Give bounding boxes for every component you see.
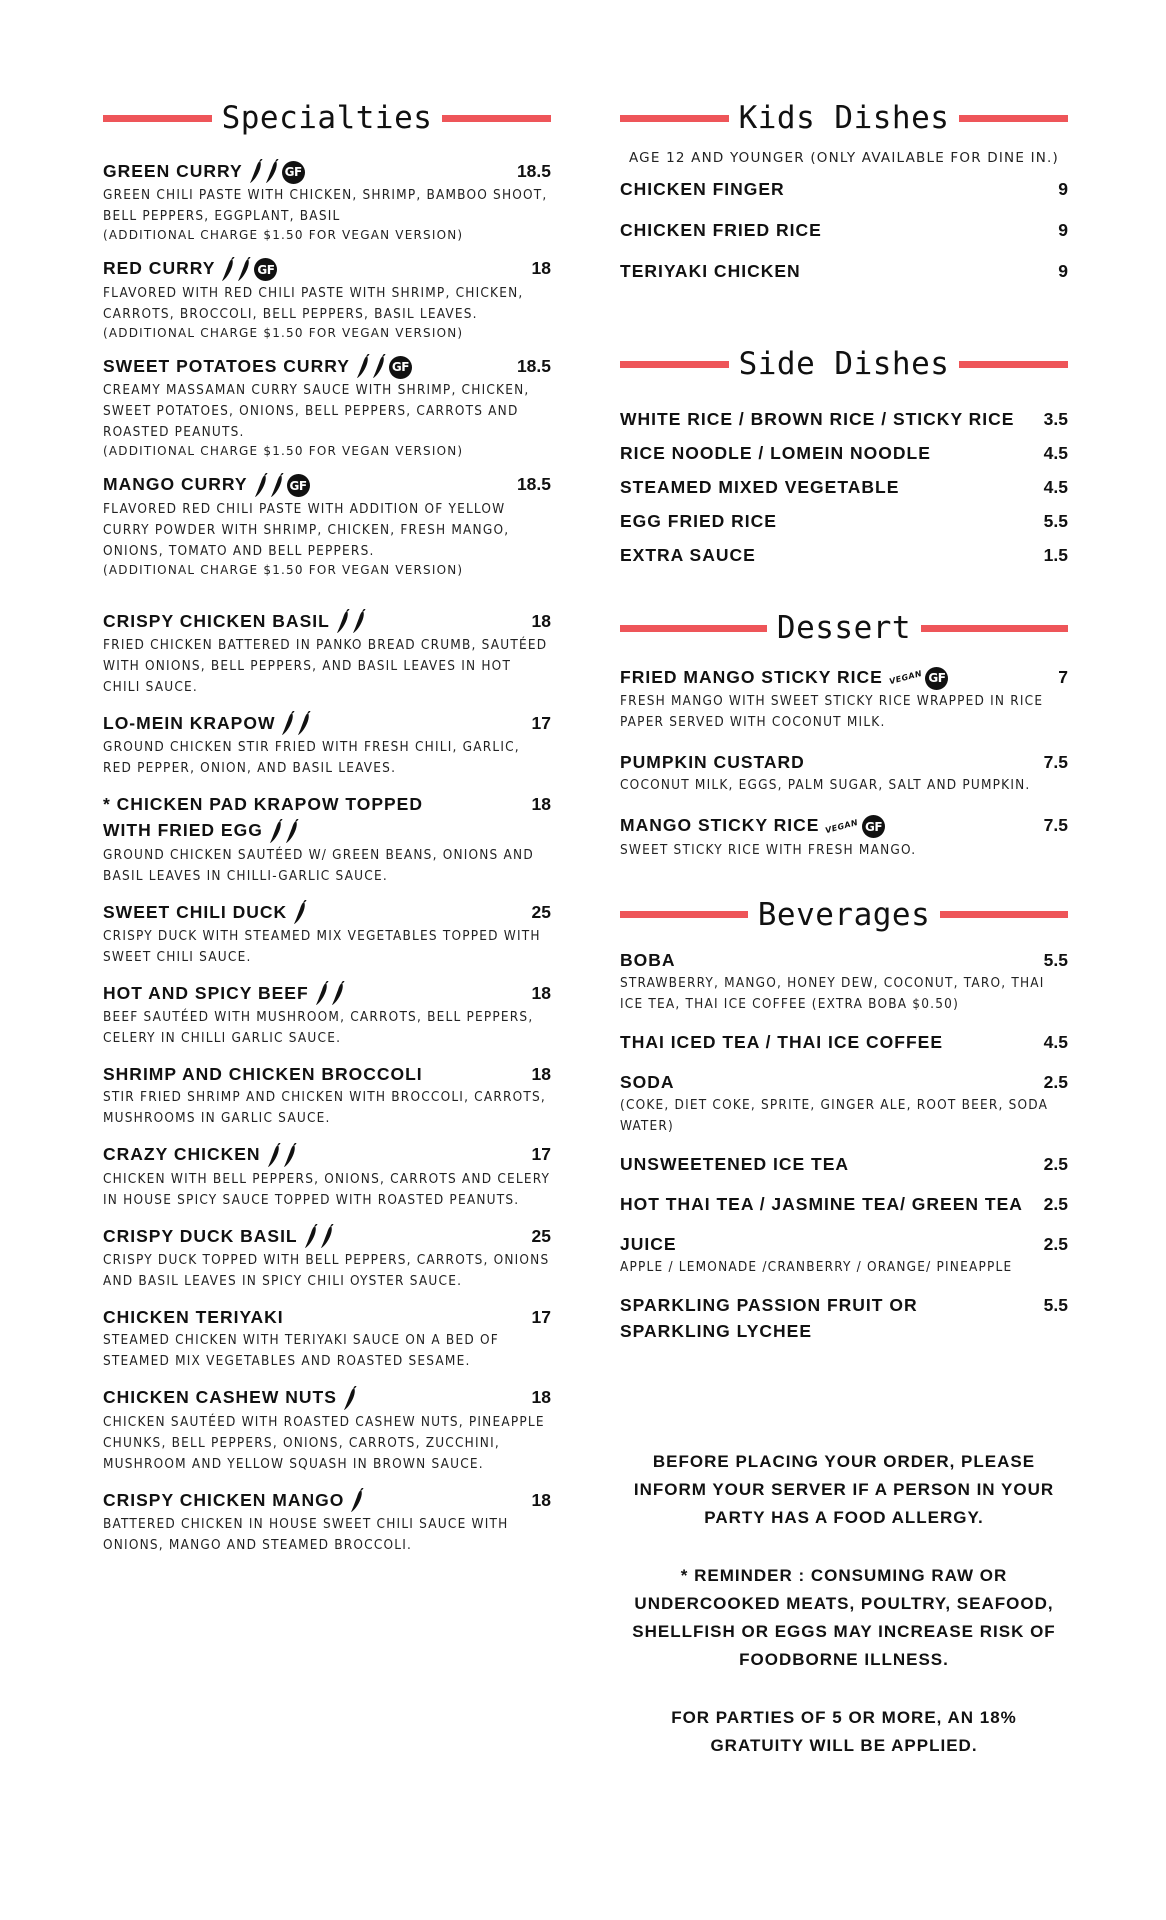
item-price: 18 — [531, 1064, 551, 1085]
menu-item — [620, 1292, 1068, 1344]
item-name: UNSWEETENED ICE TEA — [620, 1153, 850, 1174]
menu-item — [103, 791, 551, 886]
raw-food-notice: * REMINDER : CONSUMING RAW OR UNDERCOOKED MEATS, POULTRY, SEAFOOD, SHELLFISH OR EGGS MAY INCREASE RISK OF FOODBORNE ILLNESS. — [632, 1565, 1056, 1669]
item-price: 5.5 — [1043, 511, 1068, 531]
item-note: (ADDITIONAL CHARGE $1.50 FOR VEGAN VERSION) — [103, 228, 464, 243]
chili-pepper-icon — [270, 473, 284, 499]
item-description: STEAMED CHICKEN WITH TERIYAKI SAUCE ON A BED OF STEAMED MIX VEGETABLES AND ROASTED SESAME. — [103, 1332, 499, 1370]
gluten-free-icon: GF — [389, 356, 412, 379]
item-icons — [281, 711, 313, 737]
menu-item — [103, 899, 551, 968]
menu-item — [620, 474, 1068, 500]
menu-item — [620, 749, 1068, 796]
item-price: 3.5 — [1043, 409, 1068, 429]
item-row — [103, 899, 551, 926]
item-name-text: CRISPY CHICKEN BASIL — [103, 610, 330, 631]
item-row — [103, 710, 551, 737]
item-name: JUICE — [620, 1233, 677, 1254]
menu-item — [620, 258, 1068, 284]
item-name-text: CRAZY CHICKEN — [103, 1144, 261, 1165]
item-price: 2.5 — [1043, 1071, 1068, 1092]
item-name-text: GREEN CURRY — [103, 161, 243, 181]
menu-item — [103, 1384, 551, 1474]
item-row — [620, 1292, 1068, 1344]
gluten-free-icon: GF — [282, 161, 305, 184]
item-row — [620, 749, 1068, 775]
item-price: 18 — [531, 258, 551, 279]
item-icons — [269, 819, 301, 845]
menu-item — [620, 1069, 1068, 1137]
item-name-text: SWEET CHILI DUCK — [103, 901, 288, 922]
item-name — [103, 980, 347, 1007]
item-row — [620, 1069, 1068, 1095]
menu-item — [103, 710, 551, 779]
item-icons — [221, 257, 277, 283]
chili-pepper-icon — [372, 354, 386, 380]
item-price: 1.5 — [1043, 545, 1068, 565]
kids-heading — [620, 98, 1068, 138]
specialties-list — [103, 158, 551, 1556]
item-price: 17 — [531, 1144, 551, 1165]
menu-item — [620, 440, 1068, 466]
heading-bar — [620, 361, 729, 368]
item-row — [103, 1304, 551, 1330]
section-title: Dessert — [776, 610, 912, 646]
heading-bar — [620, 115, 729, 122]
item-price: 17 — [531, 1307, 551, 1328]
chili-pepper-icon — [269, 819, 283, 845]
item-row — [103, 1061, 551, 1087]
item-row — [103, 255, 551, 282]
menu-item — [620, 542, 1068, 568]
chili-pepper-icon — [297, 711, 311, 737]
chili-pepper-icon — [254, 473, 268, 499]
item-row — [103, 608, 551, 635]
item-name-text: CHICKEN CASHEW NUTS — [103, 1387, 337, 1408]
item-row — [103, 471, 551, 498]
menu-item — [620, 1231, 1068, 1278]
item-row — [103, 353, 551, 380]
chili-pepper-icon — [267, 1143, 281, 1169]
item-price: 4.5 — [1043, 477, 1068, 497]
item-name — [103, 1384, 359, 1411]
item-icons — [336, 609, 368, 635]
chili-pepper-icon — [315, 981, 329, 1007]
kids-subtitle: AGE 12 AND YOUNGER (ONLY AVAILABLE FOR DINE IN.) — [628, 150, 1060, 166]
item-description: FLAVORED RED CHILI PASTE WITH ADDITION OF YELLOW CURRY POWDER WITH SHRIMP, CHICKEN, FRESH MANGO, ONIONS, TOMATO AND BELL PEPPERS. — [103, 500, 510, 559]
item-name-text: CRISPY CHICKEN MANGO — [103, 1489, 345, 1510]
item-name — [103, 791, 473, 844]
section-title: Side Dishes — [738, 346, 950, 382]
item-name: SODA — [620, 1071, 675, 1092]
item-name-text: HOT AND SPICY BEEF — [103, 983, 309, 1003]
menu-item — [620, 664, 1068, 733]
item-description: APPLE / LEMONADE /CRANBERRY / ORANGE/ PINEAPPLE — [620, 1258, 1013, 1275]
item-name — [103, 471, 310, 498]
item-icons — [356, 354, 412, 380]
vegan-icon: VEGAN — [888, 669, 923, 687]
item-row — [620, 1029, 1068, 1055]
item-row — [103, 980, 551, 1007]
item-note: (ADDITIONAL CHARGE $1.50 FOR VEGAN VERSION) — [103, 444, 464, 459]
item-price: 18 — [531, 610, 551, 631]
item-name — [103, 608, 368, 635]
allergy-notice: BEFORE PLACING YOUR ORDER, PLEASE INFORM YOUR SERVER IF A PERSON IN YOUR PARTY HAS A FOOD ALLERGY. — [633, 1451, 1055, 1527]
item-name-text: CHICKEN TERIYAKI — [103, 1307, 284, 1328]
notices — [620, 1448, 1068, 1760]
item-name — [103, 1141, 299, 1168]
item-price: 7.5 — [1043, 815, 1068, 836]
item-price: 2.5 — [1043, 1193, 1068, 1214]
item-note: (ADDITIONAL CHARGE $1.50 FOR VEGAN VERSION) — [103, 562, 464, 577]
item-description: CRISPY DUCK WITH STEAMED MIX VEGETABLES TOPPED WITH SWEET CHILI SAUCE. — [103, 928, 541, 965]
item-price: 7.5 — [1043, 752, 1068, 773]
item-price: 9 — [1058, 179, 1068, 199]
item-icons — [315, 981, 347, 1007]
dessert-heading — [620, 608, 1068, 648]
item-name — [103, 1487, 366, 1514]
item-name — [103, 1223, 336, 1250]
chili-pepper-icon — [343, 1386, 357, 1412]
item-description: FLAVORED WITH RED CHILI PASTE WITH SHRIMP, CHICKEN, CARROTS, BROCCOLI, BELL PEPPERS, BASIL LEAVES. — [103, 284, 524, 322]
chili-pepper-icon — [285, 819, 299, 845]
item-price: 2.5 — [1043, 1153, 1068, 1174]
item-row — [620, 1191, 1068, 1217]
item-price: 18.5 — [516, 161, 551, 181]
item-name — [620, 749, 805, 775]
item-price: 18.5 — [516, 355, 551, 376]
item-description: GREEN CHILI PASTE WITH CHICKEN, SHRIMP, BAMBOO SHOOT, BELL PEPPERS, EGGPLANT, BASIL — [103, 187, 548, 225]
gluten-free-icon: GF — [254, 258, 277, 281]
menu-item — [620, 1151, 1068, 1177]
item-name: TERIYAKI CHICKEN — [620, 261, 801, 281]
item-price: 17 — [531, 712, 551, 733]
beverages-heading — [620, 895, 1068, 935]
item-name-text: MANGO STICKY RICE — [620, 815, 820, 836]
menu-item — [620, 217, 1068, 243]
item-name-text: PUMPKIN CUSTARD — [620, 752, 805, 773]
item-name: SPARKLING PASSION FRUIT OR SPARKLING LYCHEE — [620, 1294, 918, 1341]
menu-item — [620, 176, 1068, 202]
item-name — [103, 158, 305, 185]
menu-item — [620, 508, 1068, 534]
item-description: GROUND CHICKEN SAUTÉED W/ GREEN BEANS, ONIONS AND BASIL LEAVES IN CHILLI-GARLIC SAUCE. — [103, 846, 534, 884]
dessert-list — [620, 664, 1068, 861]
menu-item — [620, 812, 1068, 860]
item-name — [620, 664, 948, 691]
item-price: 5.5 — [1043, 949, 1068, 970]
chili-pepper-icon — [352, 609, 366, 635]
item-price: 25 — [531, 901, 551, 922]
item-price: 18 — [531, 1489, 551, 1510]
specialties-column — [103, 98, 551, 1556]
item-row — [620, 1151, 1068, 1177]
menu-item — [103, 353, 551, 459]
item-price: 18 — [531, 983, 551, 1003]
item-price: 18.5 — [516, 474, 551, 495]
menu-item — [103, 471, 551, 577]
item-name-text: MANGO CURRY — [103, 474, 248, 495]
item-name-text: * CHICKEN PAD KRAPOW TOPPED WITH FRIED EGG — [103, 794, 423, 841]
item-icons — [304, 1224, 336, 1250]
item-name: THAI ICED TEA / THAI ICE COFFEE — [620, 1031, 943, 1052]
item-icons — [825, 814, 885, 840]
beverages-list — [620, 947, 1068, 1344]
item-description: CRISPY DUCK TOPPED WITH BELL PEPPERS, CARROTS, ONIONS AND BASIL LEAVES IN SPICY CHILI OYSTER SAUCE. — [103, 1252, 550, 1290]
kids-list — [620, 176, 1068, 284]
heading-bar — [959, 361, 1068, 368]
gluten-free-icon: GF — [862, 815, 885, 838]
specialties-heading — [103, 98, 551, 138]
heading-bar — [620, 911, 748, 918]
chili-pepper-icon — [293, 900, 307, 926]
item-name: STEAMED MIXED VEGETABLE — [620, 477, 900, 497]
item-icons — [267, 1143, 299, 1169]
heading-bar — [620, 625, 767, 632]
heading-bar — [959, 115, 1068, 122]
item-description: COCONUT MILK, EGGS, PALM SUGAR, SALT AND PUMPKIN. — [620, 777, 1031, 794]
chili-pepper-icon — [350, 1488, 364, 1514]
vegan-icon: VEGAN — [824, 817, 860, 835]
item-row — [103, 791, 551, 844]
item-description: (COKE, DIET COKE, SPRITE, GINGER ALE, ROOT BEER, SODA WATER) — [620, 1096, 1049, 1134]
menu-item — [103, 1304, 551, 1372]
menu-item — [620, 947, 1068, 1015]
menu-item — [103, 1141, 551, 1210]
item-name: CHICKEN FRIED RICE — [620, 220, 822, 240]
chili-pepper-icon — [249, 159, 263, 185]
heading-bar — [921, 625, 1068, 632]
chili-pepper-icon — [336, 609, 350, 635]
section-title: Beverages — [757, 896, 931, 933]
item-name-text: SWEET POTATOES CURRY — [103, 355, 350, 376]
item-price: 4.5 — [1043, 1031, 1068, 1052]
item-row — [103, 1384, 551, 1411]
item-name: RICE NOODLE / LOMEIN NOODLE — [620, 443, 931, 463]
menu-item — [103, 255, 551, 340]
item-note: (ADDITIONAL CHARGE $1.50 FOR VEGAN VERSION) — [103, 325, 464, 340]
item-price: 25 — [531, 1225, 551, 1246]
chili-pepper-icon — [356, 354, 370, 380]
chili-pepper-icon — [281, 711, 295, 737]
menu-item — [103, 1061, 551, 1129]
item-name: WHITE RICE / BROWN RICE / STICKY RICE — [620, 409, 1015, 429]
item-name: EGG FRIED RICE — [620, 511, 777, 531]
item-name — [103, 1061, 423, 1087]
menu-item — [103, 1223, 551, 1292]
item-price: 5.5 — [1043, 1294, 1068, 1315]
menu-item — [620, 406, 1068, 432]
item-price: 9 — [1058, 261, 1068, 281]
item-description: STRAWBERRY, MANGO, HONEY DEW, COCONUT, TARO, THAI ICE TEA, THAI ICE COFFEE (EXTRA BOBA $0.50) — [620, 974, 1045, 1012]
item-row — [103, 158, 551, 185]
item-name-text: LO-MEIN KRAPOW — [103, 712, 276, 733]
menu-item — [103, 608, 551, 698]
item-icons — [249, 159, 305, 185]
item-description: FRIED CHICKEN BATTERED IN PANKO BREAD CRUMB, SAUTÉED WITH ONIONS, BELL PEPPERS, AND BASIL LEAVES IN HOT CHILI SAUCE. — [103, 636, 548, 695]
item-price: 18 — [531, 1387, 551, 1408]
item-description: CHICKEN SAUTÉED WITH ROASTED CASHEW NUTS, PINEAPPLE CHUNKS, BELL PEPPERS, ONIONS, CARROTS, ZUCCHINI, MUSHROOM AND YELLOW SQUASH IN BROWN SAUCE. — [103, 1413, 545, 1472]
chili-pepper-icon — [304, 1224, 318, 1250]
item-row — [620, 947, 1068, 973]
sides-list — [620, 406, 1068, 568]
item-name — [103, 1304, 284, 1330]
item-icons — [889, 665, 949, 691]
chili-pepper-icon — [283, 1143, 297, 1169]
heading-bar — [442, 115, 551, 122]
menu-item — [103, 1487, 551, 1556]
heading-bar — [940, 911, 1068, 918]
item-description: BEEF SAUTÉED WITH MUSHROOM, CARROTS, BELL PEPPERS, CELERY IN CHILLI GARLIC SAUCE. — [103, 1009, 534, 1047]
item-row — [103, 1141, 551, 1168]
menu-item — [620, 1029, 1068, 1055]
item-price: 7 — [1058, 667, 1068, 687]
section-title: Specialties — [221, 100, 433, 136]
chili-pepper-icon — [237, 257, 251, 283]
item-icons — [254, 473, 310, 499]
menu-item — [103, 158, 551, 243]
item-description: CHICKEN WITH BELL PEPPERS, ONIONS, CARROTS AND CELERY IN HOUSE SPICY SAUCE TOPPED WITH ROASTED PEANUTS. — [103, 1170, 551, 1208]
item-row — [103, 1487, 551, 1514]
menu-item — [620, 1191, 1068, 1217]
chili-pepper-icon — [221, 257, 235, 283]
chili-pepper-icon — [331, 981, 345, 1007]
item-name-text: SHRIMP AND CHICKEN BROCCOLI — [103, 1064, 423, 1085]
item-name: CHICKEN FINGER — [620, 179, 785, 199]
gratuity-notice: FOR PARTIES OF 5 OR MORE, AN 18% GRATUITY WILL BE APPLIED. — [671, 1707, 1017, 1755]
right-column — [620, 98, 1068, 1760]
sides-heading — [620, 344, 1068, 384]
item-name — [103, 710, 313, 737]
item-name — [103, 353, 412, 380]
item-row — [620, 664, 1068, 691]
item-price: 2.5 — [1043, 1233, 1068, 1254]
item-description: CREAMY MASSAMAN CURRY SAUCE WITH SHRIMP, CHICKEN, SWEET POTATOES, ONIONS, BELL PEPPERS, CARROTS AND ROASTED PEANUTS. — [103, 382, 530, 441]
gluten-free-icon: GF — [925, 667, 948, 690]
gluten-free-icon: GF — [287, 474, 310, 497]
item-row — [620, 812, 1068, 839]
item-name: BOBA — [620, 949, 676, 970]
item-icons — [293, 900, 309, 926]
item-name-text: CRISPY DUCK BASIL — [103, 1225, 298, 1246]
item-name-text: RED CURRY — [103, 258, 216, 279]
item-description: STIR FRIED SHRIMP AND CHICKEN WITH BROCCOLI, CARROTS, MUSHROOMS IN GARLIC SAUCE. — [103, 1089, 546, 1127]
item-description: GROUND CHICKEN STIR FRIED WITH FRESH CHILI, GARLIC, RED PEPPER, ONION, AND BASIL LEAVES. — [103, 739, 520, 777]
item-icons — [343, 1386, 359, 1412]
item-price: 18 — [531, 794, 551, 815]
item-description: SWEET STICKY RICE WITH FRESH MANGO. — [620, 841, 917, 858]
heading-bar — [103, 115, 212, 122]
menu-item — [103, 980, 551, 1049]
item-name — [103, 899, 309, 926]
item-name-text: FRIED MANGO STICKY RICE — [620, 667, 883, 687]
item-name: EXTRA SAUCE — [620, 545, 756, 565]
item-icons — [350, 1488, 366, 1514]
item-price: 4.5 — [1043, 443, 1068, 463]
item-row — [103, 1223, 551, 1250]
item-name: HOT THAI TEA / JASMINE TEA/ GREEN TEA — [620, 1193, 1023, 1214]
item-description: FRESH MANGO WITH SWEET STICKY RICE WRAPPED IN RICE PAPER SERVED WITH COCONUT MILK. — [620, 693, 1044, 731]
item-price: 9 — [1058, 220, 1068, 240]
item-name — [620, 812, 885, 839]
chili-pepper-icon — [265, 159, 279, 185]
chili-pepper-icon — [320, 1224, 334, 1250]
item-name — [103, 255, 277, 282]
item-description: BATTERED CHICKEN IN HOUSE SWEET CHILI SAUCE WITH ONIONS, MANGO AND STEAMED BROCCOLI. — [103, 1515, 509, 1553]
item-row — [620, 1231, 1068, 1257]
section-title: Kids Dishes — [738, 100, 950, 136]
